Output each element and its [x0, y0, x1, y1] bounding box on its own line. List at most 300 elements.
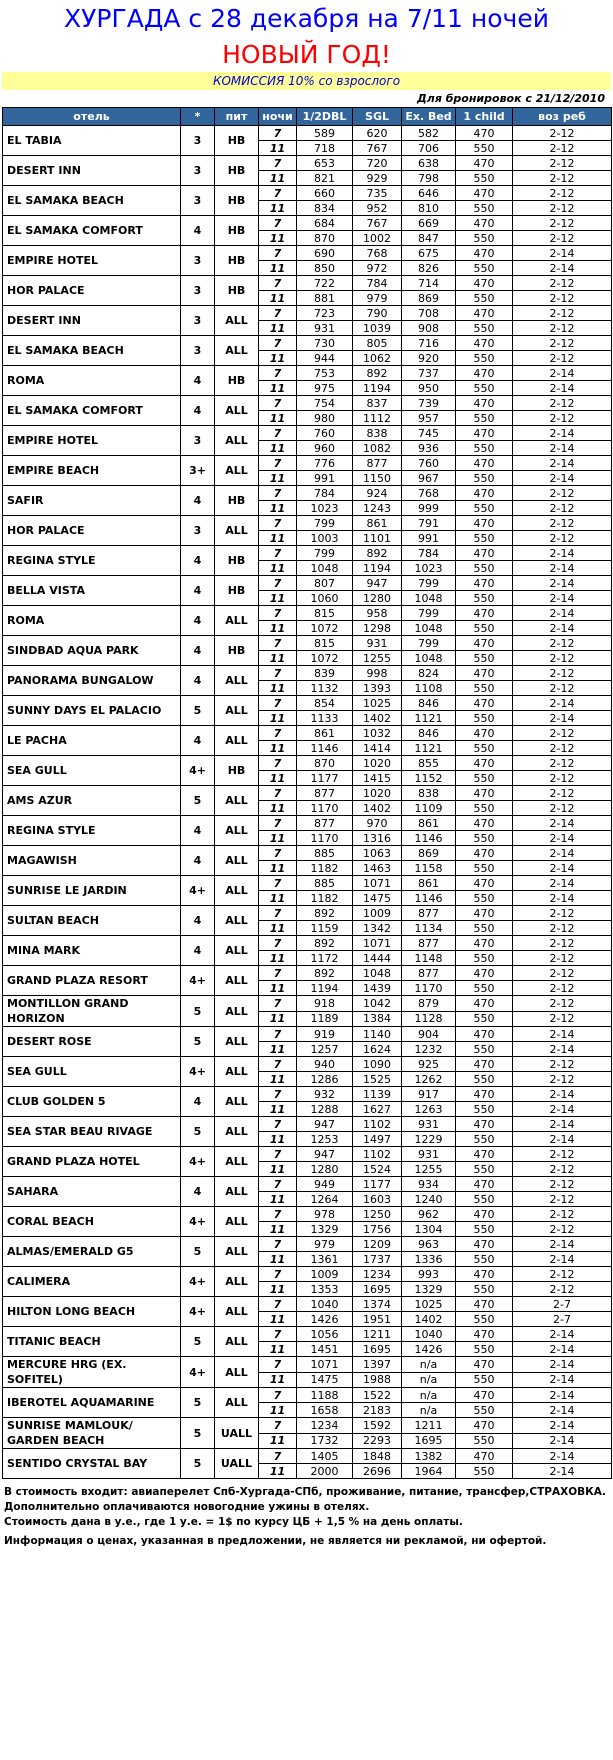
hotel-stars: 4: [181, 576, 215, 606]
table-row: [3, 1388, 612, 1403]
price-ex-bed: 908: [402, 321, 456, 336]
table-row: [3, 456, 612, 471]
hotel-stars: 4+: [181, 966, 215, 996]
price-ex-bed: 798: [402, 171, 456, 186]
price-half-dbl: 1732: [297, 1433, 353, 1449]
price-half-dbl: 885: [297, 876, 353, 891]
hotel-stars: 4+: [181, 1297, 215, 1327]
table-row: [3, 996, 612, 1012]
hotel-name: DESERT INN: [3, 156, 181, 186]
price-ex-bed: 799: [402, 636, 456, 651]
hotel-name: HOR PALACE: [3, 516, 181, 546]
price-child: 470: [456, 1117, 513, 1132]
price-ex-bed: 669: [402, 216, 456, 231]
table-row: [3, 1357, 612, 1373]
hotel-stars: 3: [181, 426, 215, 456]
price-child: 470: [456, 186, 513, 201]
table-row: [3, 1449, 612, 1464]
nights-cell: 7: [259, 456, 297, 471]
price-child: 550: [456, 321, 513, 336]
nights-cell: 7: [259, 1057, 297, 1072]
hotel-meal-plan: ALL: [215, 696, 259, 726]
hotel-stars: 4: [181, 486, 215, 516]
child-age-range: 2-14: [513, 711, 612, 726]
table-row: [3, 576, 612, 591]
price-half-dbl: 1329: [297, 1222, 353, 1237]
price-ex-bed: 1402: [402, 1312, 456, 1327]
nights-cell: 11: [259, 1102, 297, 1117]
hotel-meal-plan: ALL: [215, 516, 259, 546]
table-row: [3, 606, 612, 621]
price-half-dbl: 1072: [297, 621, 353, 636]
nights-cell: 11: [259, 591, 297, 606]
price-child: 470: [456, 1027, 513, 1042]
price-sgl: 1101: [353, 531, 402, 546]
nights-cell: 7: [259, 996, 297, 1012]
price-sgl: 767: [353, 141, 402, 156]
price-ex-bed: 847: [402, 231, 456, 246]
hotel-meal-plan: HB: [215, 276, 259, 306]
child-age-range: 2-14: [513, 846, 612, 861]
price-sgl: 1048: [353, 966, 402, 981]
col-header-meal: пит: [215, 108, 259, 126]
table-row: [3, 726, 612, 741]
price-child: 470: [456, 366, 513, 381]
price-sgl: 805: [353, 336, 402, 351]
hotel-name: TITANIC BEACH: [3, 1327, 181, 1357]
price-sgl: 1150: [353, 471, 402, 486]
hotel-stars: 3: [181, 156, 215, 186]
nights-cell: 7: [259, 1388, 297, 1403]
child-age-range: 2-14: [513, 1388, 612, 1403]
price-ex-bed: 799: [402, 606, 456, 621]
hotel-meal-plan: ALL: [215, 396, 259, 426]
price-ex-bed: 1128: [402, 1011, 456, 1027]
nights-cell: 11: [259, 861, 297, 876]
price-child: 550: [456, 381, 513, 396]
table-row: [3, 696, 612, 711]
child-age-range: 2-14: [513, 1132, 612, 1147]
price-child: 470: [456, 426, 513, 441]
price-sgl: 947: [353, 576, 402, 591]
price-sgl: 1525: [353, 1072, 402, 1087]
price-ex-bed: 1229: [402, 1132, 456, 1147]
price-sgl: 1737: [353, 1252, 402, 1267]
price-child: 470: [456, 546, 513, 561]
child-age-range: 2-12: [513, 231, 612, 246]
hotel-name: SUNRISE MAMLOUK/ GARDEN BEACH: [3, 1418, 181, 1449]
table-row: [3, 1207, 612, 1222]
child-age-range: 2-7: [513, 1312, 612, 1327]
price-half-dbl: 1009: [297, 1267, 353, 1282]
price-sgl: 767: [353, 216, 402, 231]
price-child: 550: [456, 261, 513, 276]
hotel-meal-plan: ALL: [215, 876, 259, 906]
price-half-dbl: 653: [297, 156, 353, 171]
nights-cell: 11: [259, 1433, 297, 1449]
price-child: 470: [456, 246, 513, 261]
price-half-dbl: 1194: [297, 981, 353, 996]
nights-cell: 7: [259, 726, 297, 741]
price-sgl: 1082: [353, 441, 402, 456]
hotel-stars: 4: [181, 936, 215, 966]
price-sgl: 1756: [353, 1222, 402, 1237]
child-age-range: 2-14: [513, 441, 612, 456]
price-sgl: 1384: [353, 1011, 402, 1027]
hotel-name: EL SAMAKA COMFORT: [3, 216, 181, 246]
price-ex-bed: 869: [402, 291, 456, 306]
price-half-dbl: 931: [297, 321, 353, 336]
nights-cell: 11: [259, 741, 297, 756]
price-sgl: 1624: [353, 1042, 402, 1057]
price-child: 550: [456, 141, 513, 156]
price-half-dbl: 944: [297, 351, 353, 366]
hotel-name: SENTIDO CRYSTAL BAY: [3, 1449, 181, 1479]
nights-cell: 11: [259, 831, 297, 846]
price-half-dbl: 807: [297, 576, 353, 591]
price-ex-bed: 1146: [402, 891, 456, 906]
hotel-meal-plan: ALL: [215, 426, 259, 456]
price-child: 550: [456, 921, 513, 936]
child-age-range: 2-14: [513, 696, 612, 711]
child-age-range: 2-12: [513, 771, 612, 786]
table-row: [3, 1418, 612, 1434]
nights-cell: 11: [259, 441, 297, 456]
price-child: 470: [456, 336, 513, 351]
price-child: 550: [456, 651, 513, 666]
hotel-name: ALMAS/EMERALD G5: [3, 1237, 181, 1267]
nights-cell: 7: [259, 636, 297, 651]
price-sgl: 1102: [353, 1147, 402, 1162]
nights-cell: 11: [259, 981, 297, 996]
nights-cell: 7: [259, 606, 297, 621]
hotel-name: PANORAMA BUNGALOW: [3, 666, 181, 696]
hotel-name: MAGAWISH: [3, 846, 181, 876]
child-age-range: 2-12: [513, 1222, 612, 1237]
nights-cell: 11: [259, 1252, 297, 1267]
price-ex-bed: 877: [402, 936, 456, 951]
price-half-dbl: 730: [297, 336, 353, 351]
hotel-meal-plan: ALL: [215, 786, 259, 816]
child-age-range: 2-12: [513, 1207, 612, 1222]
price-child: 470: [456, 1087, 513, 1102]
nights-cell: 11: [259, 1192, 297, 1207]
price-child: 550: [456, 1342, 513, 1357]
nights-cell: 11: [259, 681, 297, 696]
price-ex-bed: 838: [402, 786, 456, 801]
table-row: [3, 186, 612, 201]
price-child: 470: [456, 1357, 513, 1373]
price-half-dbl: 1170: [297, 801, 353, 816]
hotel-meal-plan: ALL: [215, 456, 259, 486]
hotel-meal-plan: ALL: [215, 996, 259, 1027]
price-ex-bed: 1134: [402, 921, 456, 936]
price-child: 470: [456, 1177, 513, 1192]
hotel-stars: 3: [181, 246, 215, 276]
hotel-stars: 5: [181, 1237, 215, 1267]
hotel-meal-plan: HB: [215, 636, 259, 666]
price-half-dbl: 1264: [297, 1192, 353, 1207]
child-age-range: 2-12: [513, 981, 612, 996]
child-age-range: 2-12: [513, 906, 612, 921]
child-age-range: 2-12: [513, 201, 612, 216]
price-child: 470: [456, 1267, 513, 1282]
price-half-dbl: 815: [297, 636, 353, 651]
child-age-range: 2-14: [513, 1464, 612, 1479]
price-half-dbl: 947: [297, 1117, 353, 1132]
hotel-name: CLUB GOLDEN 5: [3, 1087, 181, 1117]
price-child: 550: [456, 231, 513, 246]
price-sgl: 1342: [353, 921, 402, 936]
price-half-dbl: 754: [297, 396, 353, 411]
price-half-dbl: 1071: [297, 1357, 353, 1373]
price-child: 550: [456, 441, 513, 456]
price-half-dbl: 815: [297, 606, 353, 621]
child-age-range: 2-12: [513, 351, 612, 366]
nights-cell: 7: [259, 786, 297, 801]
nights-cell: 11: [259, 501, 297, 516]
price-sgl: 1695: [353, 1342, 402, 1357]
child-age-range: 2-12: [513, 1192, 612, 1207]
table-row: [3, 1147, 612, 1162]
price-half-dbl: 1189: [297, 1011, 353, 1027]
price-child: 470: [456, 936, 513, 951]
hotel-stars: 3: [181, 516, 215, 546]
table-row: [3, 366, 612, 381]
nights-cell: 7: [259, 396, 297, 411]
price-child: 550: [456, 591, 513, 606]
child-age-range: 2-12: [513, 501, 612, 516]
col-header-half-dbl: 1/2DBL: [297, 108, 353, 126]
price-sgl: 1090: [353, 1057, 402, 1072]
price-sgl: 1039: [353, 321, 402, 336]
child-age-range: 2-14: [513, 1252, 612, 1267]
price-half-dbl: 1182: [297, 891, 353, 906]
table-row: [3, 336, 612, 351]
hotel-name: EL SAMAKA BEACH: [3, 336, 181, 366]
price-ex-bed: 1240: [402, 1192, 456, 1207]
price-half-dbl: 1280: [297, 1162, 353, 1177]
price-half-dbl: 1003: [297, 531, 353, 546]
price-child: 550: [456, 351, 513, 366]
child-age-range: 2-12: [513, 171, 612, 186]
price-ex-bed: 957: [402, 411, 456, 426]
table-row: [3, 786, 612, 801]
nights-cell: 7: [259, 1027, 297, 1042]
price-ex-bed: 1025: [402, 1297, 456, 1312]
price-sgl: 1194: [353, 381, 402, 396]
price-child: 470: [456, 456, 513, 471]
nights-cell: 11: [259, 891, 297, 906]
child-age-range: 2-14: [513, 1372, 612, 1388]
price-child: 550: [456, 1282, 513, 1297]
nights-cell: 11: [259, 1042, 297, 1057]
hotel-meal-plan: ALL: [215, 1237, 259, 1267]
price-half-dbl: 1040: [297, 1297, 353, 1312]
nights-cell: 7: [259, 1418, 297, 1434]
table-row: [3, 216, 612, 231]
price-child: 470: [456, 516, 513, 531]
price-half-dbl: 919: [297, 1027, 353, 1042]
table-row: [3, 1267, 612, 1282]
child-age-range: 2-14: [513, 426, 612, 441]
note-included: В стоимость входит: авиаперелет Спб-Хургада-СПб, проживание, питание, трансфер,СТРАХОВКА.: [4, 1486, 606, 1498]
price-child: 550: [456, 1312, 513, 1327]
price-child: 550: [456, 171, 513, 186]
nights-cell: 11: [259, 411, 297, 426]
nights-cell: 11: [259, 1222, 297, 1237]
child-age-range: 2-14: [513, 1237, 612, 1252]
child-age-range: 2-12: [513, 1072, 612, 1087]
price-half-dbl: 1182: [297, 861, 353, 876]
price-child: 470: [456, 486, 513, 501]
child-age-range: 2-12: [513, 756, 612, 771]
hotel-stars: 4+: [181, 1357, 215, 1388]
price-sgl: 931: [353, 636, 402, 651]
child-age-range: 2-12: [513, 1011, 612, 1027]
nights-cell: 11: [259, 651, 297, 666]
price-sgl: 1627: [353, 1102, 402, 1117]
table-row: [3, 156, 612, 171]
col-header-ex-bed: Ex. Bed: [402, 108, 456, 126]
child-age-range: 2-14: [513, 1087, 612, 1102]
nights-cell: 7: [259, 756, 297, 771]
col-header-child-age: воз реб: [513, 108, 612, 126]
price-sgl: 1243: [353, 501, 402, 516]
price-child: 550: [456, 1433, 513, 1449]
hotel-name: REGINA STYLE: [3, 816, 181, 846]
price-ex-bed: 714: [402, 276, 456, 291]
note-extra-payment: Дополнительно оплачиваются новогодние ужины в отелях.: [4, 1501, 370, 1513]
price-child: 470: [456, 666, 513, 681]
price-ex-bed: 1109: [402, 801, 456, 816]
hotel-stars: 4: [181, 546, 215, 576]
price-child: 470: [456, 1449, 513, 1464]
hotel-stars: 4+: [181, 1147, 215, 1177]
nights-cell: 11: [259, 1403, 297, 1418]
col-header-sgl: SGL: [353, 108, 402, 126]
price-sgl: 2293: [353, 1433, 402, 1449]
hotel-stars: 4: [181, 846, 215, 876]
price-sgl: 1032: [353, 726, 402, 741]
price-child: 470: [456, 696, 513, 711]
price-sgl: 1951: [353, 1312, 402, 1327]
price-half-dbl: 1361: [297, 1252, 353, 1267]
table-row: [3, 936, 612, 951]
hotel-stars: 5: [181, 1449, 215, 1479]
nights-cell: 11: [259, 711, 297, 726]
table-row: [3, 246, 612, 261]
price-half-dbl: 690: [297, 246, 353, 261]
child-age-range: 2-7: [513, 1297, 612, 1312]
price-child: 470: [456, 756, 513, 771]
child-age-range: 2-12: [513, 651, 612, 666]
price-ex-bed: 739: [402, 396, 456, 411]
price-ex-bed: 1040: [402, 1327, 456, 1342]
table-row: [3, 486, 612, 501]
price-ex-bed: 791: [402, 516, 456, 531]
price-half-dbl: 947: [297, 1147, 353, 1162]
notes-block: [4, 1485, 609, 1549]
price-sgl: 924: [353, 486, 402, 501]
price-ex-bed: 675: [402, 246, 456, 261]
price-sgl: 1071: [353, 876, 402, 891]
price-ex-bed: 824: [402, 666, 456, 681]
hotel-stars: 4: [181, 396, 215, 426]
price-sgl: 861: [353, 516, 402, 531]
nights-cell: 7: [259, 216, 297, 231]
hotel-name: IBEROTEL AQUAMARINE: [3, 1388, 181, 1418]
table-row: [3, 816, 612, 831]
hotel-meal-plan: ALL: [215, 1327, 259, 1357]
child-age-range: 2-14: [513, 816, 612, 831]
nights-cell: 11: [259, 141, 297, 156]
price-sgl: 1497: [353, 1132, 402, 1147]
hotel-name: DESERT ROSE: [3, 1027, 181, 1057]
hotel-stars: 5: [181, 786, 215, 816]
hotel-name: GRAND PLAZA HOTEL: [3, 1147, 181, 1177]
price-ex-bed: 1170: [402, 981, 456, 996]
price-ex-bed: 855: [402, 756, 456, 771]
hotel-meal-plan: ALL: [215, 846, 259, 876]
hotel-name: MONTILLON GRAND HORIZON: [3, 996, 181, 1027]
table-row: [3, 1087, 612, 1102]
hotel-stars: 4: [181, 216, 215, 246]
table-row: [3, 1027, 612, 1042]
price-ex-bed: 810: [402, 201, 456, 216]
nights-cell: 11: [259, 1132, 297, 1147]
hotel-name: EL TABIA: [3, 126, 181, 156]
price-child: 550: [456, 831, 513, 846]
child-age-range: 2-14: [513, 1327, 612, 1342]
hotel-meal-plan: ALL: [215, 1267, 259, 1297]
child-age-range: 2-14: [513, 606, 612, 621]
price-child: 550: [456, 771, 513, 786]
col-header-stars: *: [181, 108, 215, 126]
price-sgl: 1112: [353, 411, 402, 426]
price-half-dbl: 1658: [297, 1403, 353, 1418]
price-ex-bed: 1023: [402, 561, 456, 576]
nights-cell: 11: [259, 321, 297, 336]
price-half-dbl: 760: [297, 426, 353, 441]
price-ex-bed: 917: [402, 1087, 456, 1102]
price-child: 550: [456, 1252, 513, 1267]
price-ex-bed: 846: [402, 726, 456, 741]
nights-cell: 7: [259, 906, 297, 921]
price-half-dbl: 723: [297, 306, 353, 321]
nights-cell: 11: [259, 171, 297, 186]
price-ex-bed: 716: [402, 336, 456, 351]
price-half-dbl: 892: [297, 966, 353, 981]
hotel-stars: 4: [181, 1087, 215, 1117]
nights-cell: 7: [259, 1237, 297, 1252]
nights-cell: 7: [259, 246, 297, 261]
price-child: 550: [456, 1162, 513, 1177]
price-sgl: 1002: [353, 231, 402, 246]
price-half-dbl: 1353: [297, 1282, 353, 1297]
child-age-range: 2-14: [513, 1042, 612, 1057]
price-half-dbl: 975: [297, 381, 353, 396]
price-child: 550: [456, 1132, 513, 1147]
hotel-meal-plan: HB: [215, 576, 259, 606]
table-row: [3, 906, 612, 921]
nights-cell: 7: [259, 936, 297, 951]
child-age-range: 2-12: [513, 336, 612, 351]
price-ex-bed: 1048: [402, 591, 456, 606]
nights-cell: 11: [259, 1282, 297, 1297]
price-sgl: 1209: [353, 1237, 402, 1252]
price-ex-bed: 962: [402, 1207, 456, 1222]
